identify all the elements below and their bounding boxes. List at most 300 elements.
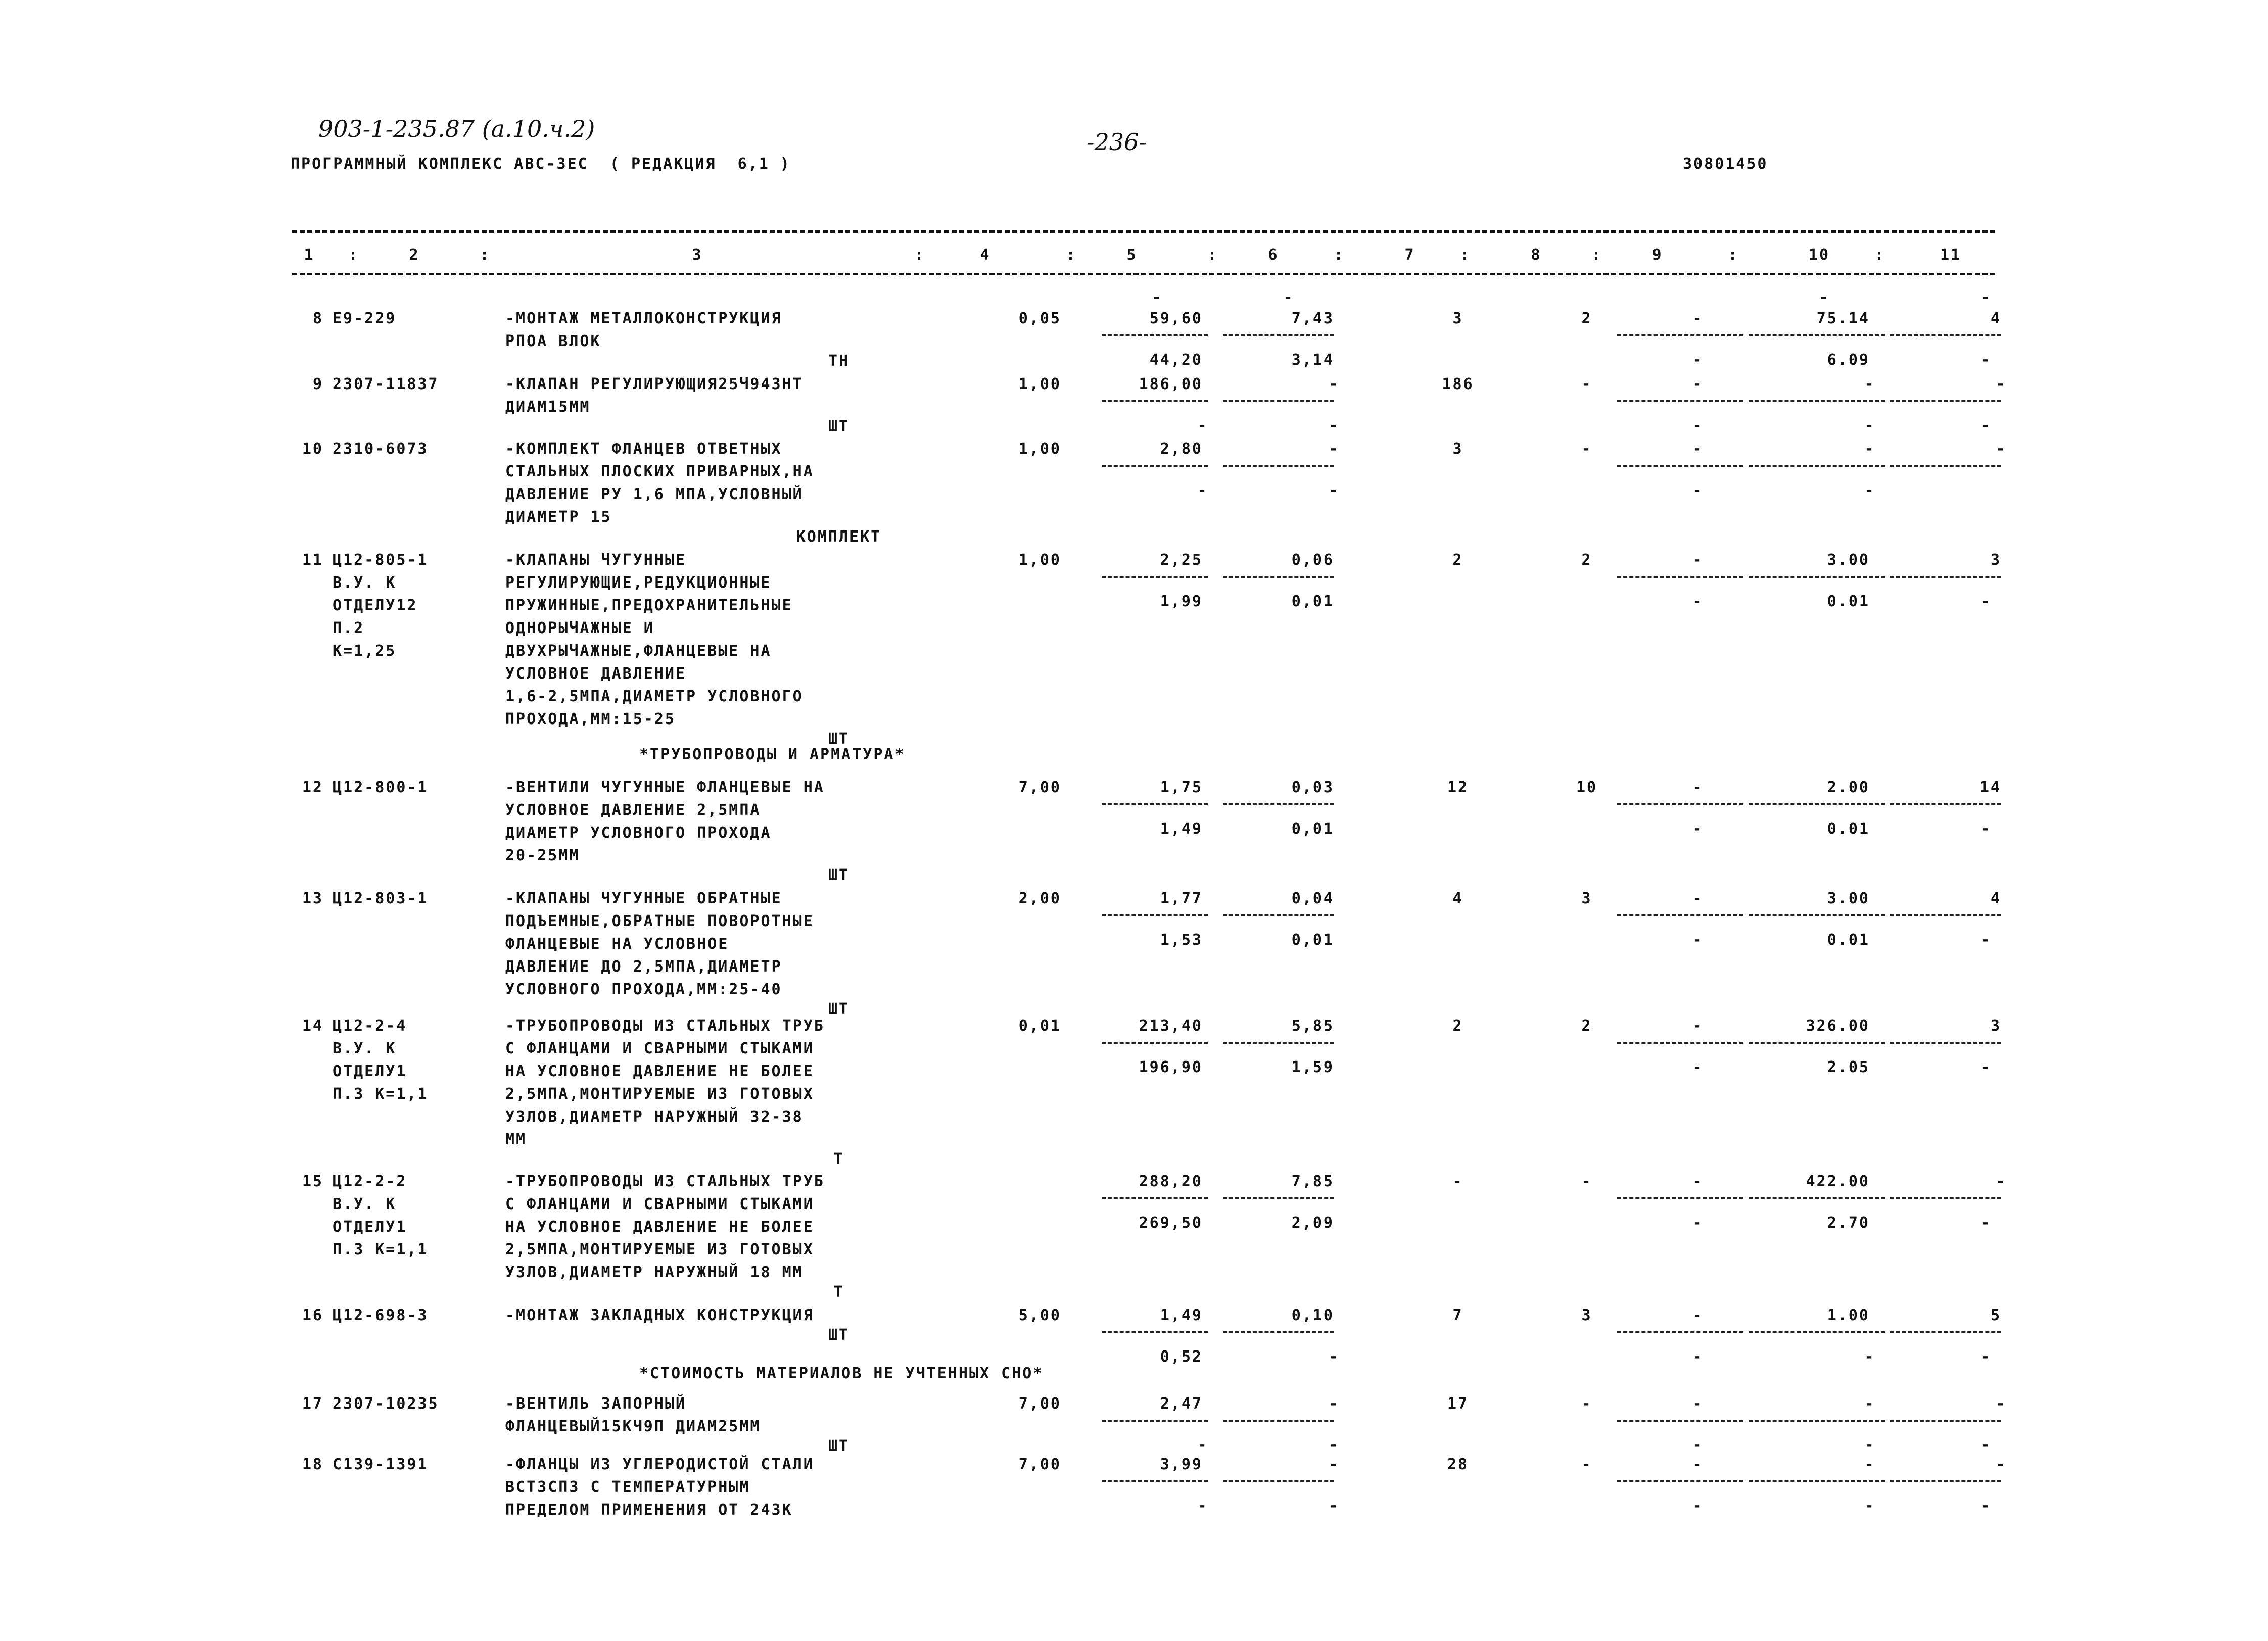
work-description: С ФЛАНЦАМИ И СВАРНЫМИ СТЫКАМИ [505,1040,814,1057]
work-description: 1,6-2,5МПА,ДИАМЕТР УСЛОВНОГО [505,688,804,705]
rate-code: К=1,25 [333,642,397,660]
work-description: УЗЛОВ,ДИАМЕТР НАРУЖНЫЙ 32-38 [505,1108,804,1126]
document-code: 30801450 [1683,155,1768,173]
col6-subvalue: 0,01 [1291,931,1334,949]
col6-divider [1223,576,1334,578]
col5-subvalue: 1,49 [1160,820,1203,838]
rate-code: 2310-6073 [333,440,429,458]
column-separator: : [1460,246,1471,264]
col9-subvalue: - [1692,1214,1704,1232]
col11-divider [1890,1331,2001,1333]
col11-divider [1890,1480,2001,1482]
col6-subvalue: 0,01 [1291,820,1334,838]
col10-mark: - [1819,288,1830,306]
col6-value: 0,03 [1291,779,1334,796]
quantity: 0,05 [1018,310,1061,327]
quantity: 0,01 [1018,1017,1061,1035]
row-number: 10 [302,440,323,458]
row-number: 12 [302,779,323,796]
col6-divider [1223,465,1334,467]
work-description: -МОНТАЖ МЕТАЛЛОКОНСТРУКЦИЯ [505,310,782,327]
col9-value: - [1692,1307,1704,1324]
work-description: УСЛОВНОЕ ДАВЛЕНИЕ [505,665,687,683]
unit-of-measure: ШТ [828,1326,850,1344]
work-description: УЗЛОВ,ДИАМЕТР НАРУЖНЫЙ 18 ММ [505,1264,804,1281]
column-separator: : [1334,246,1345,264]
col10-subvalue: 2.05 [1827,1058,1870,1076]
column-separator: : [1874,246,1885,264]
col6-divider [1223,1420,1334,1422]
col6-divider [1223,914,1334,916]
col6-subvalue: - [1329,481,1340,499]
col11-subvalue: - [1980,1214,1992,1232]
col5-value: 2,80 [1160,440,1203,458]
col9-value: - [1692,310,1704,327]
col7-value: 17 [1447,1395,1469,1413]
col10-value: 75.14 [1816,310,1870,327]
rate-code: П.2 [333,619,365,637]
rate-code: Е9-229 [333,310,397,327]
row-number: 13 [302,890,323,907]
column-separator: : [1728,246,1739,264]
col5-divider [1102,1420,1208,1422]
col10-value: - [1864,375,1875,393]
col6-mark: - [1283,288,1294,306]
col6-value: - [1329,1456,1340,1473]
row-number: 11 [302,551,323,569]
col9-value: - [1692,1173,1704,1190]
rate-code: С139-1391 [333,1456,429,1473]
col6-value: 0,10 [1291,1307,1334,1324]
col11-subvalue: - [1980,1436,1992,1454]
work-description: -КЛАПАНЫ ЧУГУННЫЕ [505,551,687,569]
table-header-rule [292,273,1995,275]
col8-value: - [1581,1395,1592,1413]
col10-subvalue: - [1864,1348,1875,1366]
col6-value: 5,85 [1291,1017,1334,1035]
col5-subvalue: 1,99 [1160,593,1203,610]
column-header-4: 4 [980,246,991,264]
col9-divider [1617,1197,1743,1199]
work-description: ПРЕДЕЛОМ ПРИМЕНЕНИЯ ОТ 243К [505,1501,793,1519]
col6-subvalue: 2,09 [1291,1214,1334,1232]
col10-divider [1749,334,1885,336]
column-header-3: 3 [692,246,703,264]
col11-value: - [1996,1173,2007,1190]
col10-divider [1749,1331,1885,1333]
work-description: ВСТ3СП3 С ТЕМПЕРАТУРНЫМ [505,1478,750,1496]
work-description: ОДНОРЫЧАЖНЫЕ И [505,619,654,637]
col9-divider [1617,465,1743,467]
col10-divider [1749,1420,1885,1422]
col11-divider [1890,1420,2001,1422]
col8-value: 3 [1581,890,1592,907]
col6-value: 0,04 [1291,890,1334,907]
col11-subvalue: - [1980,1348,1992,1366]
col11-divider [1890,914,2001,916]
quantity: 1,00 [1018,551,1061,569]
col6-divider [1223,1480,1334,1482]
col5-divider [1102,400,1208,402]
column-header-7: 7 [1404,246,1415,264]
col10-value: - [1864,1395,1875,1413]
col5-value: 213,40 [1139,1017,1203,1035]
col11-value: - [1996,440,2007,458]
work-description: РЕГУЛИРУЮЩИЕ,РЕДУКЦИОННЫЕ [505,574,772,592]
col11-subvalue: - [1980,351,1992,369]
col5-subvalue: 1,53 [1160,931,1203,949]
col5-value: 288,20 [1139,1173,1203,1190]
col6-subvalue: 1,59 [1291,1058,1334,1076]
col7-value: - [1452,1173,1463,1190]
unit-of-measure: Т [833,1150,844,1168]
work-description: 20-25ММ [505,847,580,864]
col8-value: - [1581,440,1592,458]
col5-subvalue: 269,50 [1139,1214,1203,1232]
col5-value: 59,60 [1149,310,1203,327]
col7-value: 186 [1442,375,1474,393]
work-description: -МОНТАЖ ЗАКЛАДНЫХ КОНСТРУКЦИЯ [505,1307,814,1324]
col5-value: 1,77 [1160,890,1203,907]
col5-subvalue: 44,20 [1149,351,1203,369]
column-header-11: 11 [1940,246,1962,264]
column-separator: : [1207,246,1218,264]
col5-subvalue: - [1197,481,1208,499]
col9-divider [1617,400,1743,402]
work-description: ДАВЛЕНИЕ РУ 1,6 МПА,УСЛОВНЫЙ [505,486,804,503]
col6-divider [1223,1042,1334,1044]
col10-subvalue: - [1864,417,1875,435]
quantity: 7,00 [1018,1395,1061,1413]
col11-divider [1890,1197,2001,1199]
col11-divider [1890,465,2001,467]
col6-value: - [1329,1395,1340,1413]
col6-subvalue: - [1329,1497,1340,1515]
rate-code: Ц12-805-1 [333,551,429,569]
col8-value: - [1581,375,1592,393]
column-header-10: 10 [1808,246,1830,264]
work-description: -КОМПЛЕКТ ФЛАНЦЕВ ОТВЕТНЫХ [505,440,782,458]
col9-subvalue: - [1692,1348,1704,1366]
col9-subvalue: - [1692,820,1704,838]
rate-code: В.У. К [333,1040,397,1057]
section-heading: *ТРУБОПРОВОДЫ И АРМАТУРА* [639,746,906,763]
col5-value: 2,25 [1160,551,1203,569]
col10-subvalue: 0.01 [1827,593,1870,610]
quantity: 1,00 [1018,375,1061,393]
col10-value: 422.00 [1806,1173,1870,1190]
work-description: ПРОХОДА,ММ:15-25 [505,710,676,728]
work-description: ФЛАНЦЕВЫЙ15КЧ9П ДИАМ25ММ [505,1418,761,1435]
col11-value: - [1996,375,2007,393]
col11-subvalue: - [1980,1497,1992,1515]
col9-divider [1617,1042,1743,1044]
row-number: 17 [302,1395,323,1413]
work-description: НА УСЛОВНОЕ ДАВЛЕНИЕ НЕ БОЛЕЕ [505,1218,814,1236]
col6-value: - [1329,375,1340,393]
col11-value: 5 [1990,1307,2001,1324]
work-description: ДАВЛЕНИЕ ДО 2,5МПА,ДИАМЕТР [505,958,782,976]
column-separator: : [480,246,491,264]
col10-value: 3.00 [1827,890,1870,907]
col10-subvalue: - [1864,1497,1875,1515]
col10-value: - [1864,440,1875,458]
rate-code: 2307-10235 [333,1395,439,1413]
col5-divider [1102,1197,1208,1199]
col11-value: 3 [1990,551,2001,569]
col6-subvalue: 0,01 [1291,593,1334,610]
column-separator: : [914,246,925,264]
column-header-1: 1 [304,246,315,264]
column-separator: : [1066,246,1077,264]
col8-value: - [1581,1456,1592,1473]
col6-subvalue: - [1329,417,1340,435]
rate-code: П.3 К=1,1 [333,1241,429,1259]
col6-value: - [1329,440,1340,458]
col10-divider [1749,576,1885,578]
work-description: УСЛОВНОГО ПРОХОДА,ММ:25-40 [505,981,782,998]
col9-subvalue: - [1692,481,1704,499]
col10-divider [1749,1197,1885,1199]
col11-divider [1890,576,2001,578]
col8-value: 2 [1581,551,1592,569]
col5-value: 3,99 [1160,1456,1203,1473]
row-number: 15 [302,1173,323,1190]
work-description: ММ [505,1131,527,1148]
col6-divider [1223,803,1334,805]
col11-value: - [1996,1456,2007,1473]
work-description: ФЛАНЦЕВЫЕ НА УСЛОВНОЕ [505,935,729,953]
col5-subvalue: - [1197,1436,1208,1454]
section-heading: *СТОИМОСТЬ МАТЕРИАЛОВ НЕ УЧТЕННЫХ СНО* [639,1365,1044,1382]
col6-divider [1223,334,1334,336]
col8-value: 3 [1581,1307,1592,1324]
col11-subvalue: - [1980,931,1992,949]
col7-value: 2 [1452,1017,1463,1035]
work-description: 2,5МПА,МОНТИРУЕМЫЕ ИЗ ГОТОВЫХ [505,1241,814,1259]
col5-divider [1102,576,1208,578]
row-number: 8 [312,310,323,327]
col10-divider [1749,400,1885,402]
col10-subvalue: - [1864,481,1875,499]
col10-value: - [1864,1456,1875,1473]
col5-divider [1102,1480,1208,1482]
col5-value: 2,47 [1160,1395,1203,1413]
col6-divider [1223,400,1334,402]
col6-value: 0,06 [1291,551,1334,569]
col9-value: - [1692,375,1704,393]
column-header-6: 6 [1268,246,1279,264]
work-description: РПОА ВЛОК [505,332,601,350]
column-header-5: 5 [1126,246,1138,264]
work-description: -ФЛАНЦЫ ИЗ УГЛЕРОДИСТОЙ СТАЛИ [505,1456,814,1473]
col5-divider [1102,465,1208,467]
col7-value: 12 [1447,779,1469,796]
work-description: СТАЛЬНЫХ ПЛОСКИХ ПРИВАРНЫХ,НА [505,463,814,480]
col9-value: - [1692,1017,1704,1035]
col5-value: 186,00 [1139,375,1203,393]
col11-mark: - [1980,288,1992,306]
rate-code: П.3 К=1,1 [333,1085,429,1103]
program-title: ПРОГРАММНЫЙ КОМПЛЕКС АВС-3ЕС ( РЕДАКЦИЯ 6,1 ) [291,155,791,173]
unit-of-measure: ШТ [828,866,850,884]
col11-subvalue: - [1980,1058,1992,1076]
col9-value: - [1692,1395,1704,1413]
col7-value: 3 [1452,440,1463,458]
col9-value: - [1692,1456,1704,1473]
work-description: -ВЕНТИЛИ ЧУГУННЫЕ ФЛАНЦЕВЫЕ НА [505,779,825,796]
col11-value: 4 [1990,890,2001,907]
col9-subvalue: - [1692,931,1704,949]
col7-value: 3 [1452,310,1463,327]
rate-code: ОТДЕЛУ1 [333,1063,407,1080]
work-description: ДИАМЕТР 15 [505,508,612,526]
page-number: -236- [1086,128,1147,156]
col5-divider [1102,914,1208,916]
col9-divider [1617,576,1743,578]
col5-subvalue: - [1197,417,1208,435]
col9-divider [1617,1331,1743,1333]
col7-value: 28 [1447,1456,1469,1473]
unit-of-measure: Т [833,1283,844,1301]
work-description: 2,5МПА,МОНТИРУЕМЫЕ ИЗ ГОТОВЫХ [505,1085,814,1103]
work-description: -КЛАПАН РЕГУЛИРУЮЩИЯ25Ч943НТ [505,375,804,393]
col9-value: - [1692,890,1704,907]
col9-divider [1617,1480,1743,1482]
column-header-2: 2 [409,246,420,264]
rate-code: В.У. К [333,1195,397,1213]
rate-code: 2307-11837 [333,375,439,393]
work-description: ДИАМЕТР УСЛОВНОГО ПРОХОДА [505,824,772,842]
row-number: 16 [302,1307,323,1324]
col11-divider [1890,803,2001,805]
col11-value: - [1996,1395,2007,1413]
col7-value: 7 [1452,1307,1463,1324]
col11-subvalue: - [1980,820,1992,838]
row-number: 14 [302,1017,323,1035]
work-description: -ТРУБОПРОВОДЫ ИЗ СТАЛЬНЫХ ТРУБ [505,1017,825,1035]
col7-value: 4 [1452,890,1463,907]
col5-value: 1,75 [1160,779,1203,796]
unit-of-measure: ШТ [828,730,850,748]
column-header-9: 9 [1652,246,1663,264]
col6-divider [1223,1331,1334,1333]
col11-divider [1890,1042,2001,1044]
column-separator: : [348,246,359,264]
col7-value: 2 [1452,551,1463,569]
rate-code: Ц12-2-2 [333,1173,407,1190]
col11-value: 3 [1990,1017,2001,1035]
col10-value: 3.00 [1827,551,1870,569]
col10-divider [1749,914,1885,916]
col9-value: - [1692,779,1704,796]
col5-subvalue: - [1197,1497,1208,1515]
rate-code: Ц12-800-1 [333,779,429,796]
unit-of-measure: ШТ [828,1000,850,1018]
col8-value: 2 [1581,1017,1592,1035]
col6-divider [1223,1197,1334,1199]
col10-divider [1749,1042,1885,1044]
row-number: 18 [302,1456,323,1473]
work-description: ДИАМ15ММ [505,398,591,416]
col10-subvalue: - [1864,1436,1875,1454]
col9-subvalue: - [1692,1436,1704,1454]
col5-divider [1102,803,1208,805]
col11-subvalue: - [1980,593,1992,610]
col5-divider [1102,1331,1208,1333]
work-description: С ФЛАНЦАМИ И СВАРНЫМИ СТЫКАМИ [505,1195,814,1213]
col11-value: 14 [1979,779,2001,796]
work-description: -КЛАПАНЫ ЧУГУННЫЕ ОБРАТНЫЕ [505,890,782,907]
col9-divider [1617,1420,1743,1422]
col6-value: 7,43 [1291,310,1334,327]
col5-divider [1102,334,1208,336]
work-description: -ТРУБОПРОВОДЫ ИЗ СТАЛЬНЫХ ТРУБ [505,1173,825,1190]
rate-code: Ц12-803-1 [333,890,429,907]
col8-value: - [1581,1173,1592,1190]
col11-subvalue: - [1980,417,1992,435]
col6-subvalue: - [1329,1348,1340,1366]
col6-subvalue: 3,14 [1291,351,1334,369]
col10-subvalue: 0.01 [1827,931,1870,949]
col10-value: 326.00 [1806,1017,1870,1035]
rate-code: Ц12-698-3 [333,1307,429,1324]
col9-subvalue: - [1692,593,1704,610]
quantity: 7,00 [1018,1456,1061,1473]
work-description: ПОДЪЕМНЫЕ,ОБРАТНЫЕ ПОВОРОТНЫЕ [505,912,814,930]
col10-subvalue: 6.09 [1827,351,1870,369]
col10-value: 2.00 [1827,779,1870,796]
unit-of-measure: ТН [828,352,850,370]
col11-divider [1890,400,2001,402]
unit-of-measure: КОМПЛЕКТ [796,528,882,546]
work-description: НА УСЛОВНОЕ ДАВЛЕНИЕ НЕ БОЛЕЕ [505,1063,814,1080]
row-number: 9 [312,375,323,393]
rate-code: ОТДЕЛУ12 [333,597,418,614]
column-separator: : [1591,246,1602,264]
col10-divider [1749,1480,1885,1482]
col5-subvalue: 0,52 [1160,1348,1203,1366]
col8-value: 10 [1576,779,1598,796]
col9-divider [1617,803,1743,805]
col9-subvalue: - [1692,1497,1704,1515]
col5-subvalue: 196,90 [1139,1058,1203,1076]
quantity: 1,00 [1018,440,1061,458]
col10-subvalue: 2.70 [1827,1214,1870,1232]
col9-subvalue: - [1692,417,1704,435]
col5-mark: - [1152,288,1163,306]
col9-divider [1617,334,1743,336]
col5-value: 1,49 [1160,1307,1203,1324]
col9-divider [1617,914,1743,916]
col11-divider [1890,334,2001,336]
rate-code: В.У. К [333,574,397,592]
quantity: 5,00 [1018,1307,1061,1324]
unit-of-measure: ШТ [828,1437,850,1455]
col6-value: 7,85 [1291,1173,1334,1190]
col6-subvalue: - [1329,1436,1340,1454]
rate-code: Ц12-2-4 [333,1017,407,1035]
quantity: 7,00 [1018,779,1061,796]
column-header-8: 8 [1531,246,1542,264]
col9-value: - [1692,440,1704,458]
rate-code: ОТДЕЛУ1 [333,1218,407,1236]
col9-subvalue: - [1692,1058,1704,1076]
col10-divider [1749,803,1885,805]
quantity: 2,00 [1018,890,1061,907]
col10-value: 1.00 [1827,1307,1870,1324]
col5-divider [1102,1042,1208,1044]
